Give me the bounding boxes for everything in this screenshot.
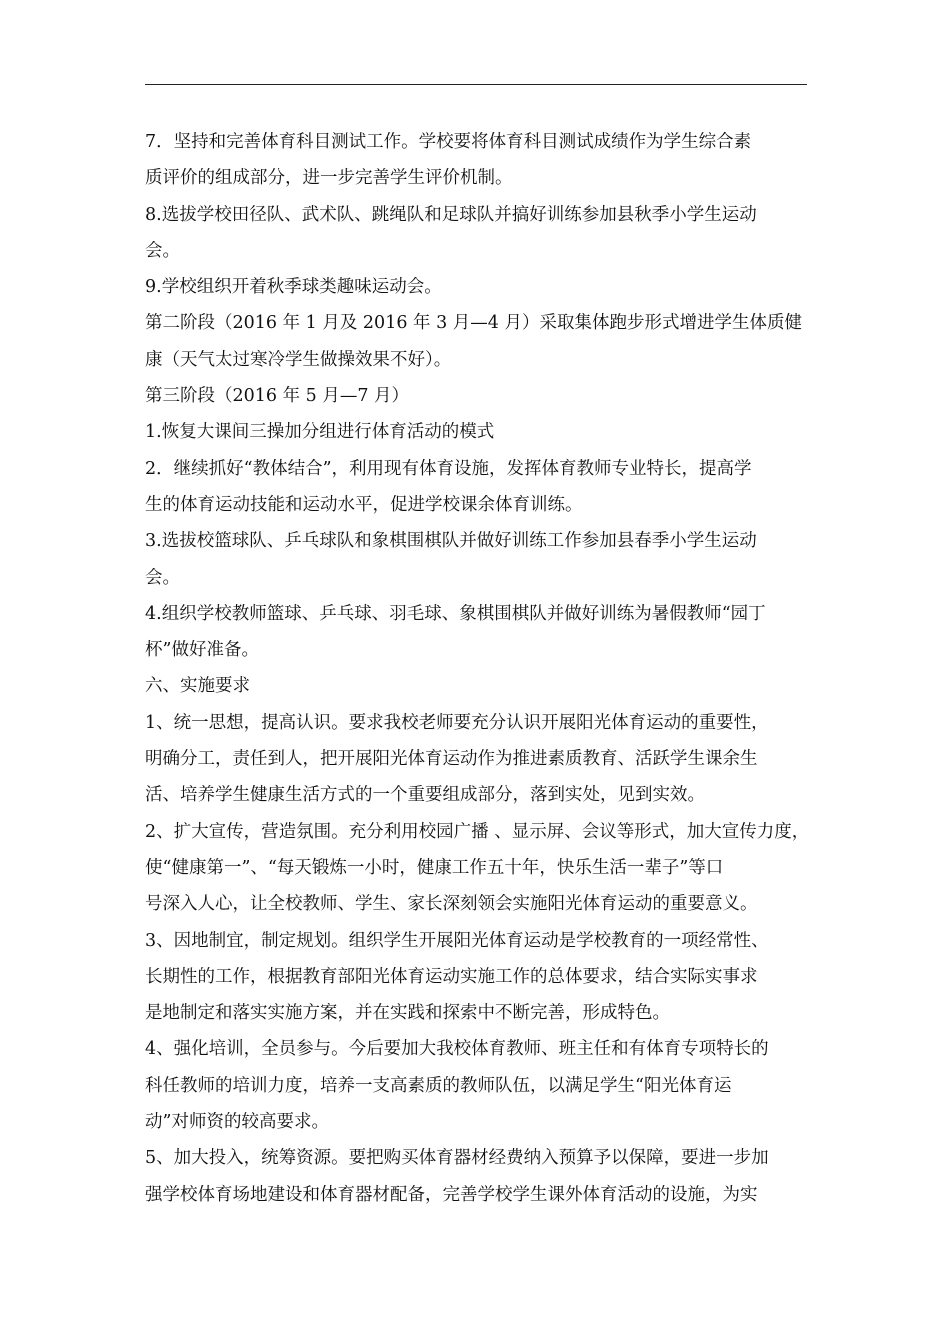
text-line: 会。 <box>145 240 180 261</box>
text-line: 明确分工，责任到人，把开展阳光体育运动作为推进素质教育、活跃学生课余生 <box>145 749 758 770</box>
text-line: 9.学校组织开着秋季球类趣味运动会。 <box>145 277 442 298</box>
text-line: 强学校体育场地建设和体育器材配备，完善学校学生课外体育活动的设施，为实 <box>145 1184 758 1205</box>
text-line: 是地制定和落实实施方案，并在实践和探索中不断完善，形成特色。 <box>145 1003 670 1024</box>
text-line: 7．坚持和完善体育科目测试工作。学校要将体育科目测试成绩作为学生综合素 <box>145 132 752 152</box>
document-body <box>145 124 813 1213</box>
text-line: 3、因地制宜，制定规划。组织学生开展阳光体育运动是学校教育的一项经常性、 <box>145 930 769 951</box>
text-line: 第三阶段（2016 年 5 月—7 月） <box>145 386 410 407</box>
text-line: 3.选拔校篮球队、乒乓球队和象棋围棋队并做好训练工作参加县春季小学生运动 <box>145 531 757 552</box>
text-line: 1.恢复大课间三操加分组进行体育活动的模式 <box>145 422 495 443</box>
text-line: 8.选拔学校田径队、武术队、跳绳队和足球队并搞好训练参加县秋季小学生运动 <box>145 204 757 225</box>
text-line: 2．继续抓好“教体结合”，利用现有体育设施，发挥体育教师专业特长，提高学 <box>145 458 752 479</box>
text-line: 康（天气太过寒冷学生做操效果不好）。 <box>145 349 452 370</box>
text-line: 第二阶段（2016 年 1 月及 2016 年 3 月—4 月）采取集体跑步形式增进学生体质健 <box>145 313 802 334</box>
text-line: 号深入人心，让全校教师、学生、家长深刻领会实施阳光体育运动的重要意义。 <box>145 894 758 915</box>
text-line: 生的体育运动技能和运动水平，促进学校课余体育训练。 <box>145 494 583 515</box>
text-line: 长期性的工作，根据教育部阳光体育运动实施工作的总体要求，结合实际实事求 <box>145 966 758 987</box>
text-line: 动”对师资的较高要求。 <box>145 1112 329 1133</box>
text-line: 杯”做好准备。 <box>145 640 259 661</box>
text-line: 科任教师的培训力度，培养一支高素质的教师队伍，以满足学生“阳光体育运 <box>145 1075 732 1096</box>
text-line: 质评价的组成部分，进一步完善学生评价机制。 <box>145 168 513 189</box>
text-line: 使“健康第一”、“每天锻炼一小时，健康工作五十年，快乐生活一辈子”等口 <box>145 857 724 878</box>
text-line: 1、统一思想，提高认识。要求我校老师要充分认识开展阳光体育运动的重要性， <box>145 712 769 733</box>
text-line: 2、扩大宣传，营造氛围。充分利用校园广播 、显示屏、会议等形式，加大宣传力度， <box>145 821 810 842</box>
text-line: 5、加大投入，统筹资源。要把购买体育器材经费纳入预算予以保障，要进一步加 <box>145 1148 769 1169</box>
text-line: 活、培养学生健康生活方式的一个重要组成部分，落到实处，见到实效。 <box>145 785 705 806</box>
text-line: 六、实施要求 <box>145 676 250 697</box>
text-line: 4.组织学校教师篮球、乒乓球、羽毛球、象棋围棋队并做好训练为暑假教师“园丁 <box>145 603 766 624</box>
header-rule <box>145 84 807 85</box>
text-line: 会。 <box>145 567 180 588</box>
text-line: 4、强化培训，全员参与。今后要加大我校体育教师、班主任和有体育专项特长的 <box>145 1039 769 1060</box>
